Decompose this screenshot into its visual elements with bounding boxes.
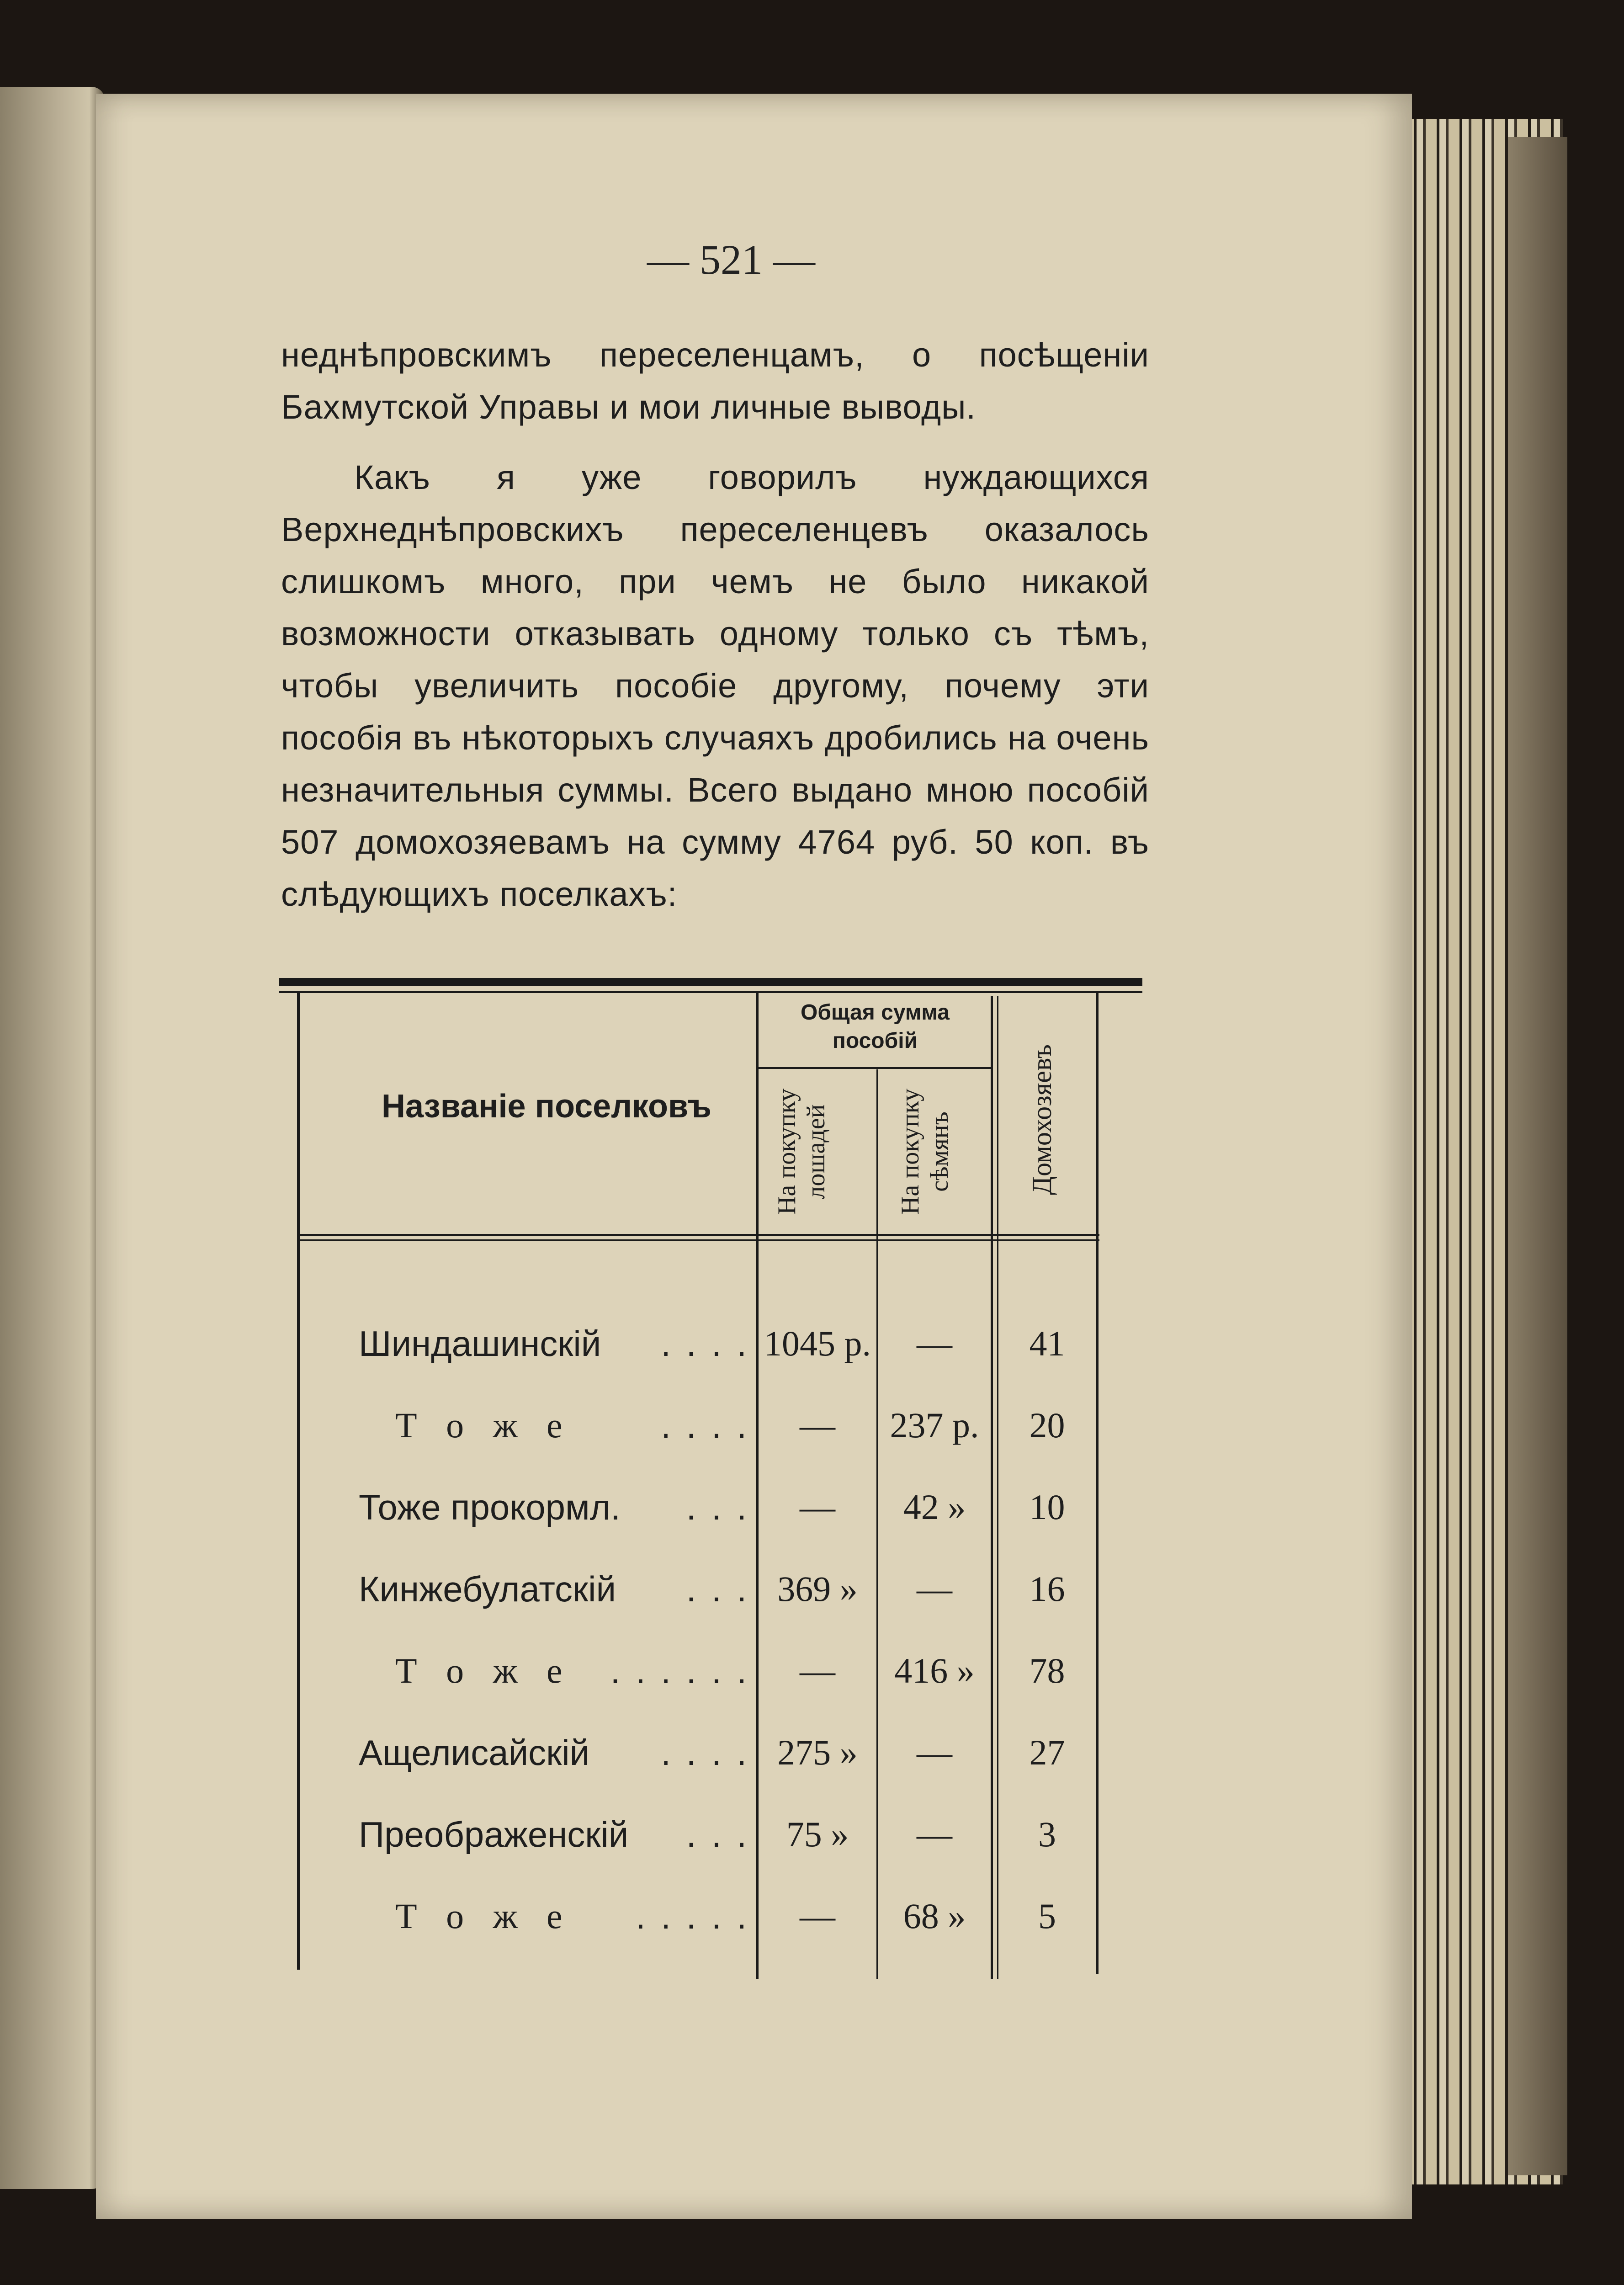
households-count: 10 [1029, 1487, 1065, 1527]
header-horses: На покупку лошадей [773, 1088, 830, 1215]
horses-amount: — [800, 1405, 835, 1445]
header-total-allowance: Общая сумма пособій [801, 1000, 950, 1053]
table-top-rule [279, 978, 1142, 986]
header-seeds: На покупку сѣмянъ [896, 1088, 954, 1215]
page-number: — 521 — [647, 236, 815, 283]
group-header-rule [759, 1067, 992, 1069]
leader-dots: . . . . [661, 1405, 749, 1445]
leader-dots: . . . . [661, 1323, 749, 1364]
settlement-name: Т о ж е [395, 1896, 573, 1936]
leader-dots: . . . [686, 1487, 749, 1527]
seeds-amount: — [917, 1323, 952, 1363]
horses-amount: 1045 р. [764, 1323, 871, 1363]
paragraph-2: Какъ я уже говорилъ нуждающихся Верхнеднѣпровскихъ переселенцевъ оказалось слишкомъ много, при чемъ не было никакой возможности отказывать одному только съ тѣмъ, чтобы увеличить пособіе другому, почему эти пособія въ нѣкоторыхъ случаяхъ дробились на очень незначительныя суммы. Всего выдано мною пособій 507 домохозяевамъ на сумму 4764 руб. 50 коп. въ слѣдующихъ поселкахъ: [281, 458, 1149, 913]
seeds-amount: — [917, 1569, 952, 1609]
header-bottom-rule-2 [300, 1239, 1099, 1241]
households-count: 3 [1038, 1814, 1056, 1854]
seeds-amount: 42 » [903, 1487, 966, 1527]
seeds-amount: 68 » [903, 1896, 966, 1936]
settlement-name: Преображенскій [359, 1814, 629, 1855]
table-left-border [297, 992, 300, 1970]
settlement-name: Шиндашинскій [359, 1323, 601, 1364]
households-count: 41 [1029, 1323, 1065, 1363]
horses-amount: 275 » [777, 1732, 858, 1772]
leader-dots: . . . . [661, 1732, 749, 1773]
settlement-name: Тоже прокормл. [359, 1487, 621, 1527]
horses-amount: — [800, 1896, 835, 1936]
settlement-name: Кинжебулатскій [359, 1569, 616, 1609]
header-households: Домохозяевъ [1027, 1044, 1057, 1195]
households-count: 5 [1038, 1896, 1056, 1936]
table-top-rule-thin [279, 991, 1142, 993]
households-count: 16 [1029, 1569, 1065, 1609]
settlement-name: Ащелисайскій [359, 1732, 590, 1773]
paragraph-1: неднѣпровскимъ переселенцамъ, о посѣщеніи Бахмутской Управы и мои личные выводы. [281, 336, 1149, 426]
seeds-amount: — [917, 1814, 952, 1854]
leader-dots: . . . . . [635, 1896, 749, 1936]
horses-amount: — [800, 1487, 835, 1527]
households-count: 27 [1029, 1732, 1065, 1772]
header-bottom-rule [300, 1234, 1099, 1236]
leader-dots: . . . [686, 1569, 749, 1609]
settlement-name: Т о ж е [395, 1651, 573, 1690]
seeds-amount: — [917, 1732, 952, 1772]
seeds-amount: 416 » [894, 1651, 975, 1690]
horses-amount: 75 » [786, 1814, 849, 1854]
households-count: 78 [1029, 1651, 1065, 1690]
divider-seeds-households [991, 996, 993, 1979]
leader-dots: . . . [686, 1814, 749, 1855]
horses-amount: 369 » [777, 1569, 858, 1609]
seeds-amount: 237 р. [890, 1405, 979, 1445]
header-settlement-name: Названіе поселковъ [382, 1088, 711, 1125]
settlement-name: Т о ж е [395, 1405, 573, 1445]
table-right-border [1096, 992, 1099, 1974]
horses-amount: — [800, 1651, 835, 1690]
leader-dots: . . . . . . [610, 1651, 749, 1691]
households-count: 20 [1029, 1405, 1065, 1445]
